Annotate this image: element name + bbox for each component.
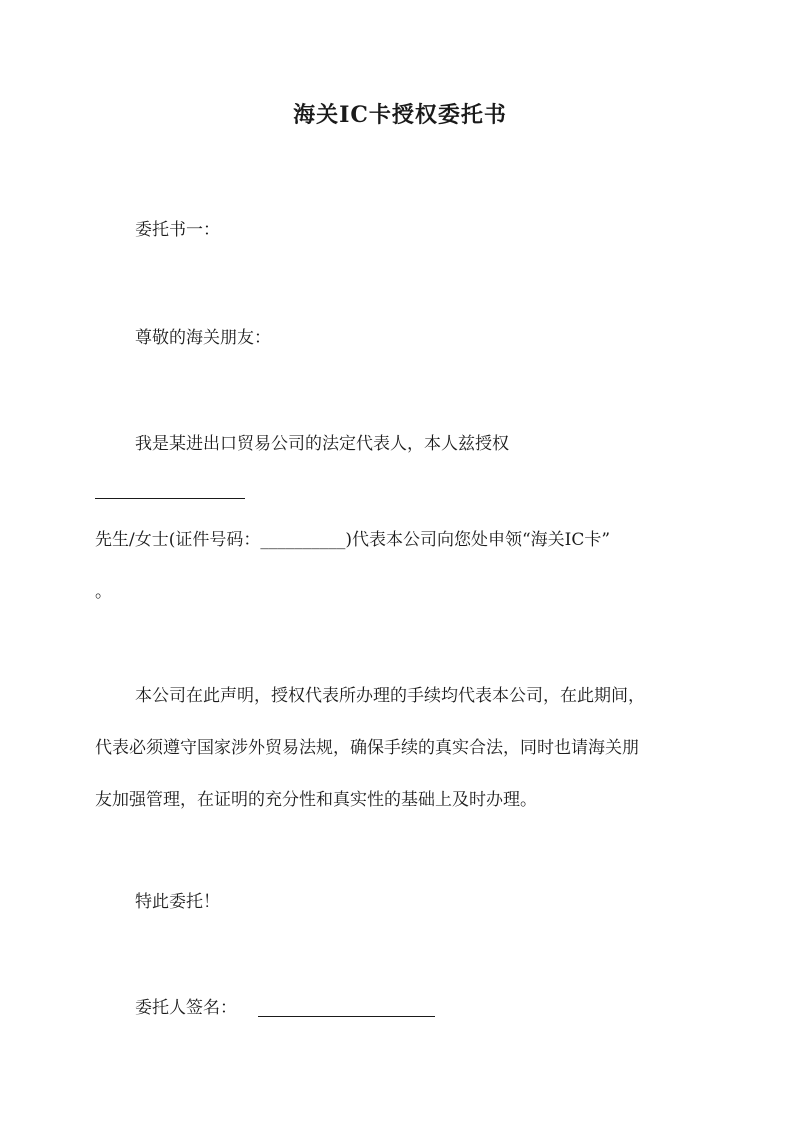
paragraph-2-line-1: 本公司在此声明，授权代表所办理的手续均代表本公司，在此期间， bbox=[135, 686, 645, 706]
paragraph-2-line-2: 代表必须遵守国家涉外贸易法规，确保手续的真实合法，同时也请海关朋 bbox=[95, 738, 639, 758]
greeting: 尊敬的海关朋友： bbox=[135, 328, 271, 348]
closing-text: 特此委托！ bbox=[135, 892, 220, 912]
signature-blank bbox=[258, 1016, 435, 1017]
paragraph-1-line-2: 先生/女士(证件号码：__________)代表本公司向您处申领“海关IC卡” bbox=[95, 530, 611, 550]
signature-label: 委托人签名： bbox=[135, 998, 237, 1018]
paragraph-1-line-1: 我是某进出口贸易公司的法定代表人，本人兹授权 bbox=[135, 434, 509, 454]
paragraph-1-line-3: 。 bbox=[95, 582, 112, 602]
document-title: 海关IC卡授权委托书 bbox=[293, 102, 507, 128]
section-label: 委托书一： bbox=[135, 220, 220, 240]
paragraph-2-line-3: 友加强管理，在证明的充分性和真实性的基础上及时办理。 bbox=[95, 790, 537, 810]
authorized-person-blank bbox=[95, 498, 245, 499]
